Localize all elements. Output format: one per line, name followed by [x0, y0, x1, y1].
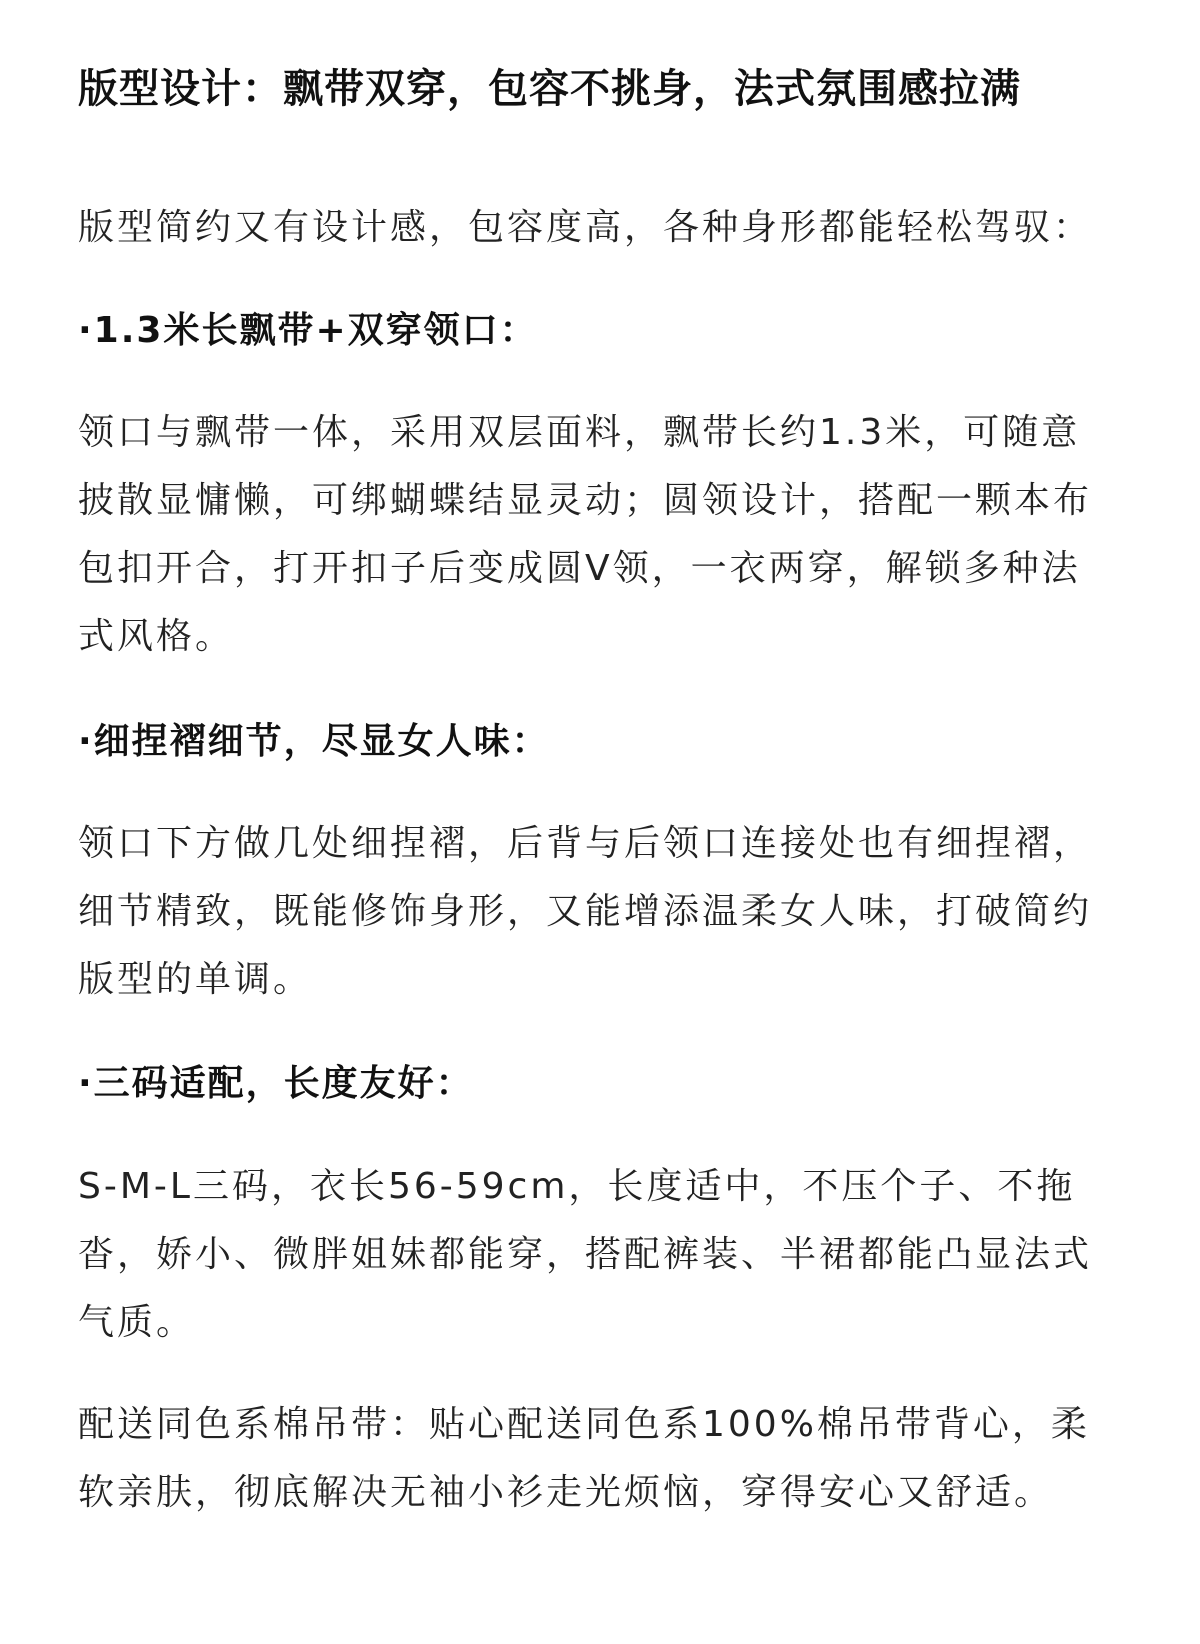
section-heading-pleat-detail: ·细捏褶细节，尽显女人味： — [78, 721, 550, 762]
paragraph-line: 领口下方做几处细捏褶，后背与后领口连接处也有细捏褶， — [78, 823, 1093, 864]
paragraph-line: 版型的单调。 — [78, 959, 313, 1000]
intro-text: 版型简约又有设计感，包容度高，各种身形都能轻松驾驭： — [78, 207, 1093, 248]
paragraph-line: 领口与飘带一体，采用双层面料，飘带长约1.3米，可随意 — [78, 412, 1081, 453]
paragraph-line: 细节精致，既能修饰身形，又能增添温柔女人味，打破简约 — [78, 891, 1093, 932]
paragraph-line: 式风格。 — [78, 616, 235, 657]
section-heading-sizes: ·三码适配，长度友好： — [78, 1063, 474, 1104]
paragraph-line: 披散显慵懒，可绑蝴蝶结显灵动；圆领设计，搭配一颗本布 — [78, 480, 1093, 521]
section-heading-ribbon-collar: ·1.3米长飘带+双穿领口： — [78, 310, 538, 351]
page-title: 版型设计：飘带双穿，包容不挑身，法式氛围感拉满 — [78, 66, 1021, 112]
paragraph-line: 气质。 — [78, 1302, 196, 1343]
paragraph-line: 沓，娇小、微胖姐妹都能穿，搭配裤装、半裙都能凸显法式 — [78, 1234, 1093, 1275]
closing-paragraph-line: 软亲肤，彻底解决无袖小衫走光烦恼，穿得安心又舒适。 — [78, 1472, 1054, 1513]
paragraph-line: 包扣开合，打开扣子后变成圆V领，一衣两穿，解锁多种法 — [78, 548, 1081, 589]
closing-paragraph-line: 配送同色系棉吊带：贴心配送同色系100%棉吊带背心，柔 — [78, 1404, 1090, 1445]
paragraph-line: S-M-L三码，衣长56-59cm，长度适中，不压个子、不拖 — [78, 1166, 1076, 1207]
